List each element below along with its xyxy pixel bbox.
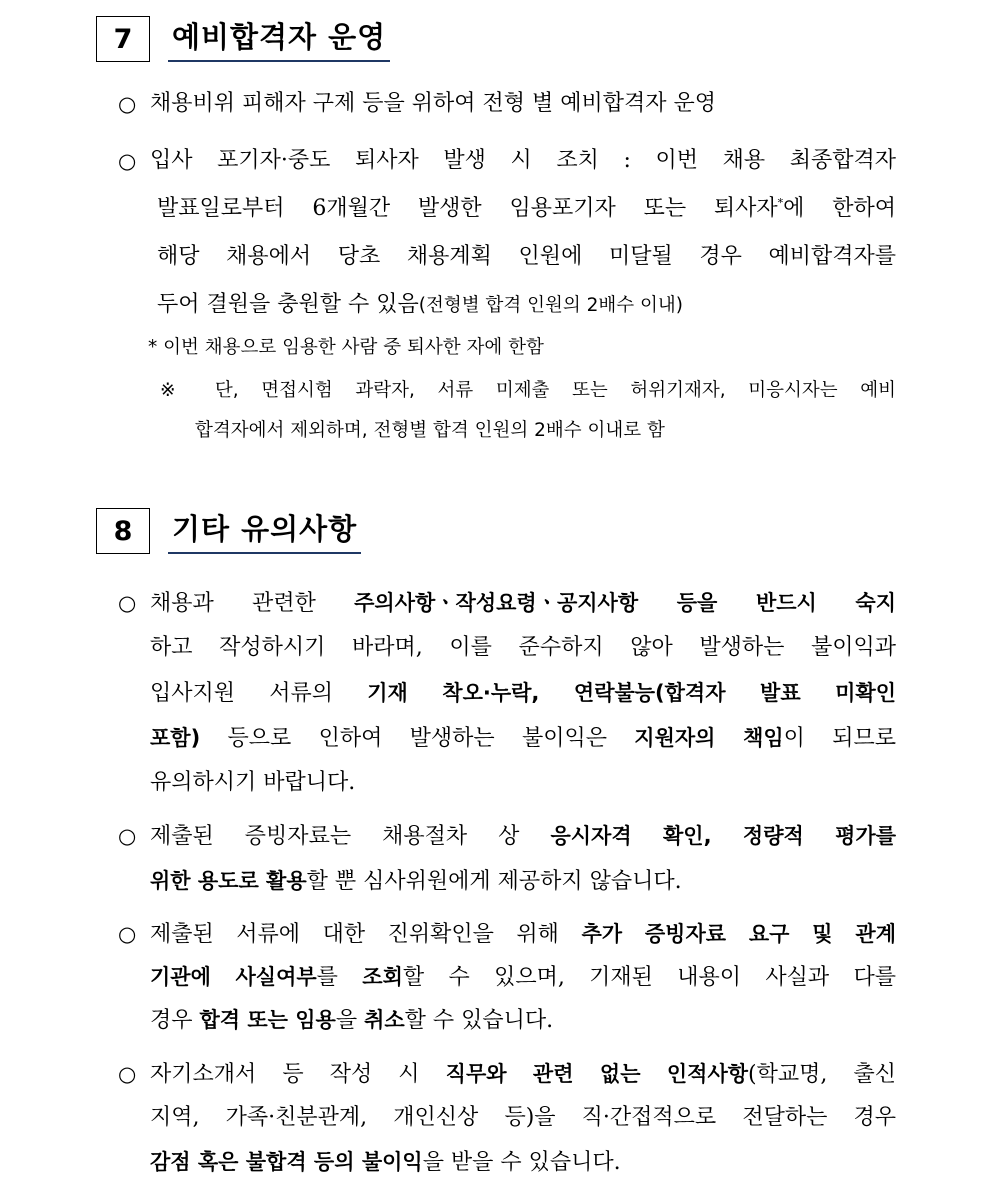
- section-title: 예비합격자 운영: [168, 20, 390, 62]
- section-number-box: 7: [96, 16, 150, 62]
- bullet-icon: ○: [118, 149, 137, 173]
- s7-bullet2-line4: 두어 결원을 충원할 수 있음(전형별 합격 인원의 2배수 이내): [157, 292, 683, 317]
- s7-bullet2-line3: 해당 채용에서 당초 채용계획 인원에 미달될 경우 예비합격자를: [157, 244, 896, 269]
- bullet-icon: ○: [118, 922, 137, 946]
- s8-p4-line3: 감점 혹은 불합격 등의 불이익을 받을 수 있습니다.: [150, 1150, 621, 1175]
- bullet-icon: ○: [118, 591, 137, 615]
- s8-p4-line2: 지역, 가족·친분관계, 개인신상 등)을 직·간접적으로 전달하는 경우: [150, 1105, 896, 1130]
- bullet-icon: ○: [118, 1062, 137, 1086]
- bullet-icon: ○: [118, 824, 137, 848]
- s8-p1-line5: 유의하시기 바랍니다.: [150, 770, 356, 795]
- s8-p1-line2: 하고 작성하시기 바라며, 이를 준수하지 않아 발생하는 불이익과: [150, 635, 896, 660]
- s7-bullet2-line2: 발표일로부터 6개월간 발생한 임용포기자 또는 퇴사자*에 한하여: [157, 196, 896, 221]
- s7-footnote: * 이번 채용으로 임용한 사람 중 퇴사한 자에 한함: [148, 337, 544, 358]
- section-number-box: 8: [96, 508, 150, 554]
- s8-p1-line4: 포함) 등으로 인하여 발생하는 불이익은 지원자의 책임이 되므로: [150, 726, 896, 751]
- section-title: 기타 유의사항: [168, 512, 361, 554]
- s8-p2-line2: 위한 용도로 활용할 뿐 심사위원에게 제공하지 않습니다.: [150, 869, 682, 894]
- s8-p1-line3: 입사지원 서류의 기재 착오·누락, 연락불능(합격자 발표 미확인: [150, 681, 896, 706]
- s8-p3-line1: 제출된 서류에 대한 진위확인을 위해 추가 증빙자료 요구 및 관계: [150, 922, 897, 947]
- s7-bullet2-line1: 입사 포기자·중도 퇴사자 발생 시 조치 : 이번 채용 최종합격자: [150, 148, 896, 173]
- s8-p4-line1: 자기소개서 등 작성 시 직무와 관련 없는 인적사항(학교명, 출신: [150, 1062, 896, 1087]
- s7-bullet1-text: 채용비위 피해자 구제 등을 위하여 전형 별 예비합격자 운영: [150, 91, 716, 116]
- s7-note-line2: 합격자에서 제외하며, 전형별 합격 인원의 2배수 이내로 함: [195, 420, 665, 441]
- s8-p3-line3: 경우 합격 또는 임용을 취소할 수 있습니다.: [150, 1008, 554, 1033]
- section-7-header: [96, 16, 390, 62]
- s7-note-line1: ※ 단, 면접시험 과락자, 서류 미제출 또는 허위기재자, 미응시자는 예비: [160, 380, 896, 401]
- s8-p3-line2: 기관에 사실여부를 조회할 수 있으며, 기재된 내용이 사실과 다를: [150, 965, 896, 990]
- s8-p1-line1: 채용과 관련한 주의사항ㆍ작성요령ㆍ공지사항 등을 반드시 숙지: [150, 591, 896, 616]
- s8-p2-line1: 제출된 증빙자료는 채용절차 상 응시자격 확인, 정량적 평가를: [150, 824, 897, 849]
- section-8-header: [96, 508, 361, 554]
- bullet-icon: ○: [118, 92, 137, 116]
